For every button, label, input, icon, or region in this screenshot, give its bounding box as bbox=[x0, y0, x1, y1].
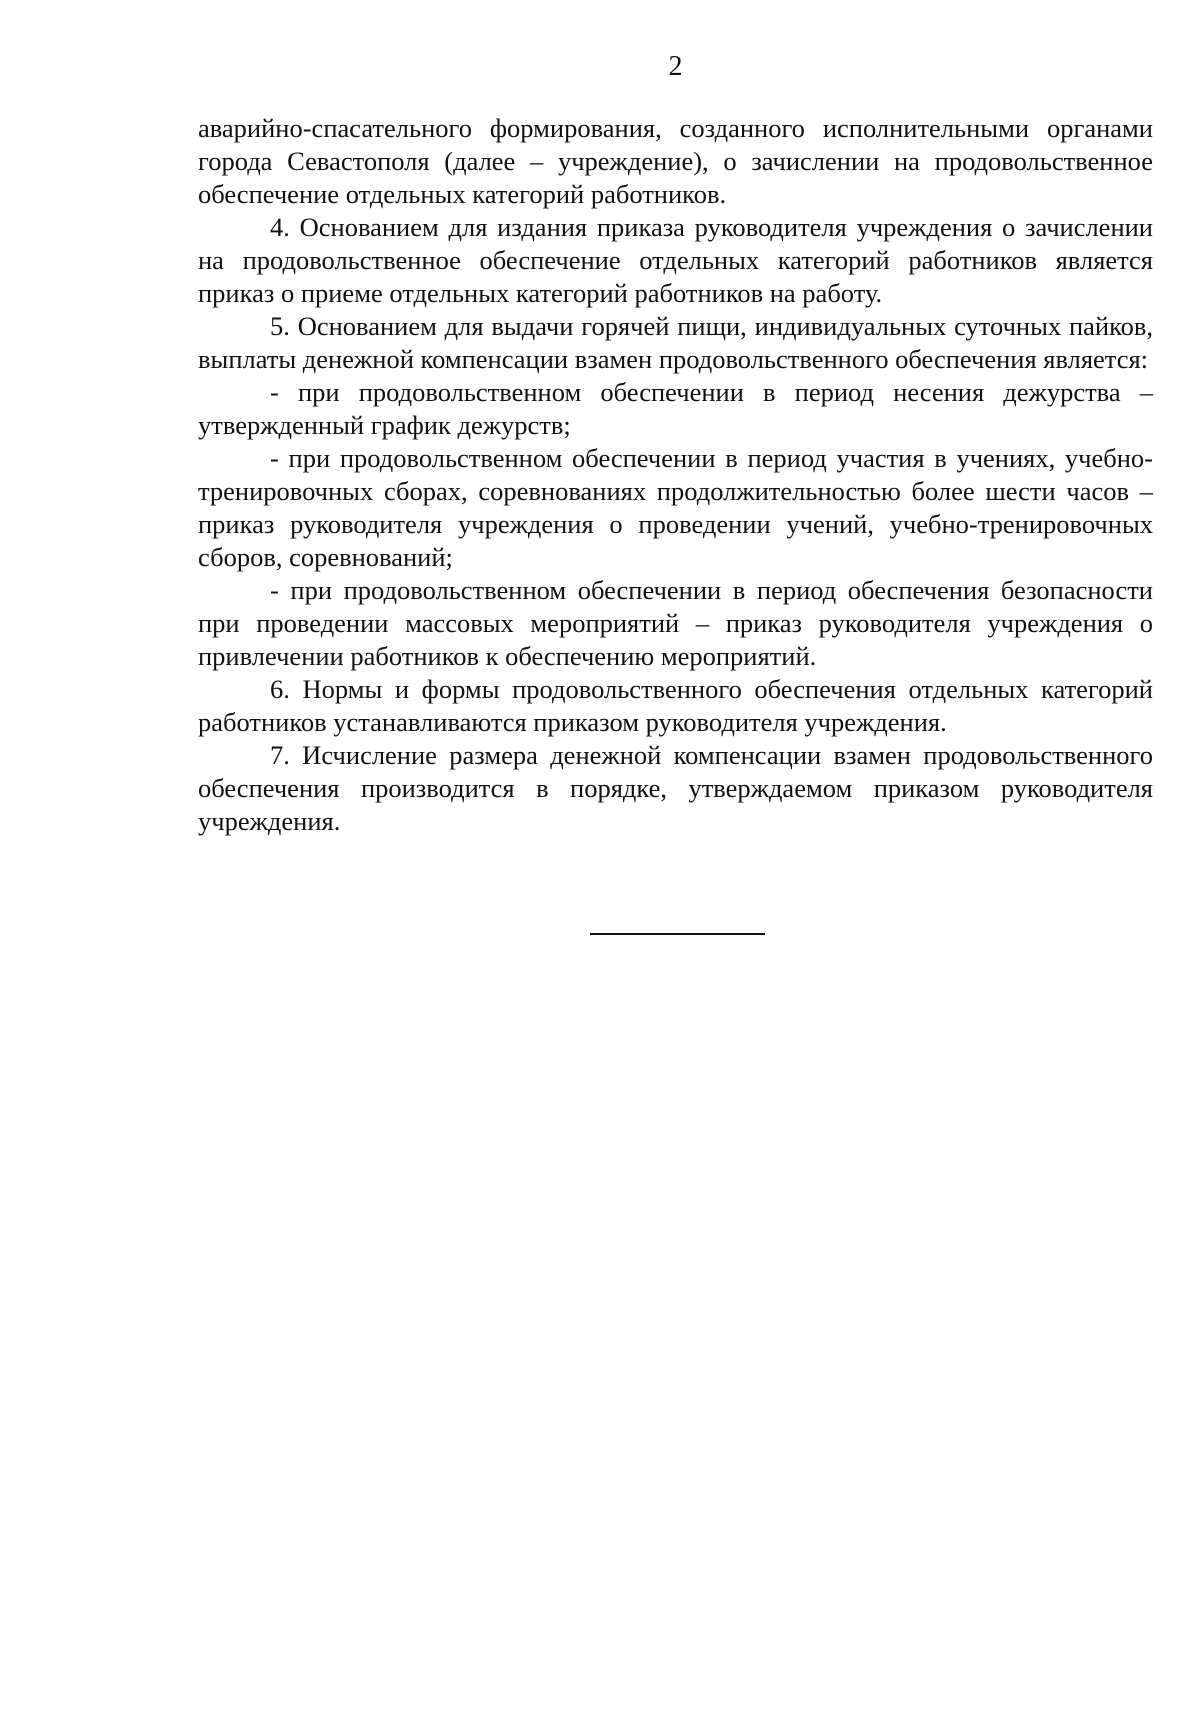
end-of-document-rule bbox=[590, 933, 765, 935]
paragraph-item-4: 4. Основанием для издания приказа руководителя учреждения о зачислении на продовольственное обеспечение отдельных категорий работников является приказ о приеме отдельных категорий работников на работу. bbox=[198, 212, 1153, 308]
paragraph-item-6: 6. Нормы и формы продовольственного обеспечения отдельных категорий работников устанавливаются приказом руководителя учреждения. bbox=[198, 674, 1153, 737]
paragraph-item-7: 7. Исчисление размера денежной компенсации взамен продовольственного обеспечения производится в порядке, утверждаемом приказом руководителя учреждения. bbox=[198, 740, 1153, 836]
page-number: 2 bbox=[668, 51, 683, 82]
paragraph-subitem-duty: - при продовольственном обеспечении в период несения дежурства – утвержденный график дежурств; bbox=[198, 377, 1153, 440]
paragraph-subitem-training: - при продовольственном обеспечении в период участия в учениях, учебно-тренировочных сборах, соревнованиях продолжительностью более шести часов – приказ руководителя учреждения о проведении учений, учебно-тренировочных сборов, соревнований; bbox=[198, 443, 1153, 572]
document-body bbox=[198, 112, 1153, 838]
paragraph-item-5: 5. Основанием для выдачи горячей пищи, индивидуальных суточных пайков, выплаты денежной компенсации взамен продовольственного обеспечения является: bbox=[198, 311, 1153, 374]
paragraph-continuation: аварийно-спасательного формирования, созданного исполнительными органами города Севастополя (далее – учреждение), о зачислении на продовольственное обеспечение отдельных категорий работников. bbox=[198, 113, 1153, 209]
paragraph-subitem-events: - при продовольственном обеспечении в период обеспечения безопасности при проведении массовых мероприятий – приказ руководителя учреждения о привлечении работников к обеспечению мероприятий. bbox=[198, 575, 1153, 671]
